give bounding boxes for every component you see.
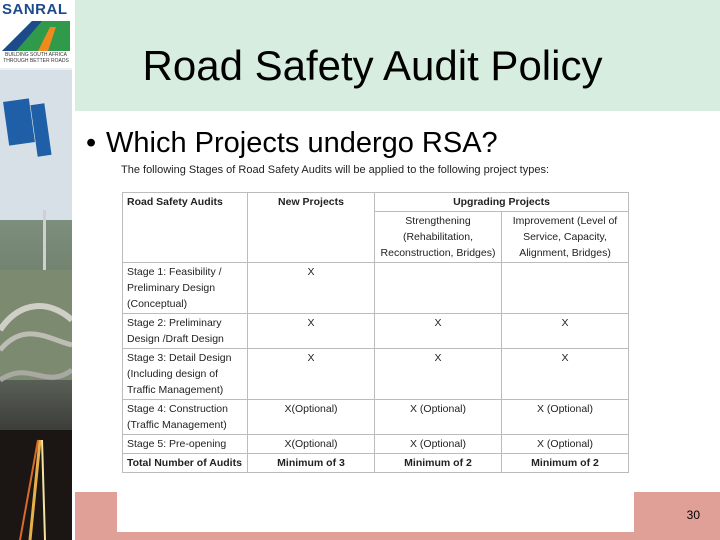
bullet-item [86, 127, 498, 160]
table-row [123, 349, 629, 400]
strengthening-cell: X (Optional) [375, 435, 502, 454]
new-cell: X [248, 314, 375, 349]
table-totals-row [123, 454, 629, 473]
logo-area [0, 0, 72, 68]
title-band [75, 0, 720, 111]
strengthening-cell: X (Optional) [375, 400, 502, 435]
improvement-cell [502, 263, 629, 314]
totals-label-cell: Total Number of Audits [123, 454, 248, 473]
stage-cell: Stage 5: Pre-opening [123, 435, 248, 454]
header-strengthening: Strengthening (Rehabilitation, Reconstruction, Bridges) [375, 212, 502, 263]
strengthening-cell: X [375, 314, 502, 349]
stage-cell: Stage 1: Feasibility / Preliminary Design (Conceptual) [123, 263, 248, 314]
stage-cell: Stage 4: Construction (Traffic Management) [123, 400, 248, 435]
header-improvement: Improvement (Level of Service, Capacity, Alignment, Bridges) [502, 212, 629, 263]
header-audits: Road Safety Audits [123, 193, 248, 263]
header-upgrading-projects: Upgrading Projects [375, 193, 629, 212]
slide-title: Road Safety Audit Policy [142, 42, 603, 89]
improvement-cell: X [502, 314, 629, 349]
stage-cell: Stage 3: Detail Design (Including design of Traffic Management) [123, 349, 248, 400]
strengthening-cell [375, 263, 502, 314]
table-intro: The following Stages of Road Safety Audits will be applied to the following project types: [121, 164, 550, 176]
bullet-dot-icon: • [86, 127, 97, 159]
table-header-row [123, 193, 629, 212]
new-cell: X(Optional) [248, 400, 375, 435]
new-cell: X [248, 263, 375, 314]
improvement-cell: X [502, 349, 629, 400]
decorative-road-image-strip [0, 0, 72, 540]
strengthening-cell: X [375, 349, 502, 400]
totals-improvement-cell: Minimum of 2 [502, 454, 629, 473]
rsa-table-panel [117, 163, 634, 532]
improvement-cell: X (Optional) [502, 400, 629, 435]
highway-illustration [0, 0, 72, 540]
table-row [123, 400, 629, 435]
rsa-stages-table [122, 192, 629, 473]
new-cell: X(Optional) [248, 435, 375, 454]
logo-wordmark: SANRAL [2, 1, 68, 18]
new-cell: X [248, 349, 375, 400]
sanral-logo-icon [2, 21, 70, 51]
page-number: 30 [686, 508, 700, 522]
logo-tagline: BUILDING SOUTH AFRICA THROUGH BETTER ROADS [3, 52, 69, 64]
table-row [123, 314, 629, 349]
totals-new-cell: Minimum of 3 [248, 454, 375, 473]
table-row [123, 263, 629, 314]
improvement-cell: X (Optional) [502, 435, 629, 454]
table-row [123, 435, 629, 454]
header-new-projects: New Projects [248, 193, 375, 263]
stage-cell: Stage 2: Preliminary Design /Draft Design [123, 314, 248, 349]
totals-strengthening-cell: Minimum of 2 [375, 454, 502, 473]
bullet-text: Which Projects undergo RSA? [106, 127, 498, 159]
